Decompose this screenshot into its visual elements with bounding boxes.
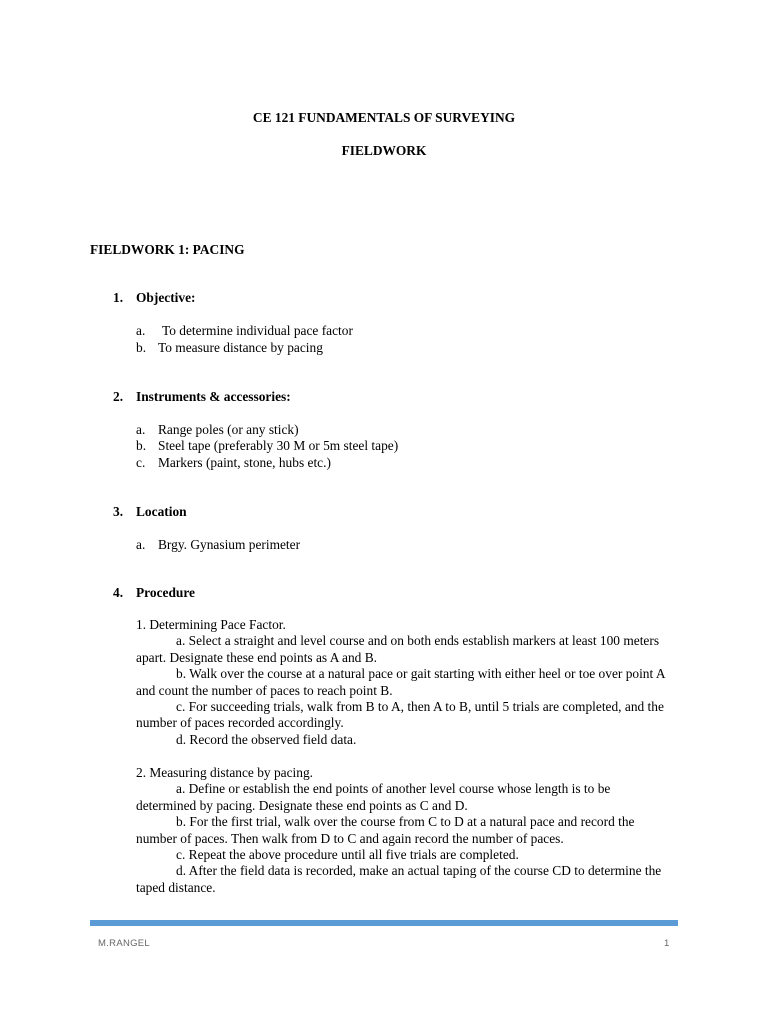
page-number: 1 (664, 938, 670, 949)
procedure-part-1 (136, 617, 666, 748)
footer-divider (90, 920, 678, 926)
procedure-subheading: 2. Measuring distance by pacing. (136, 765, 314, 780)
list-item: Markers (paint, stone, hubs etc.) (158, 455, 331, 470)
procedure-step: c. For succeeding trials, walk from B to A, then A to B, until 5 trials are completed, and the number of paces recorded accordingly. (136, 699, 664, 731)
list-marker: b. (136, 438, 147, 453)
list-item: To measure distance by pacing (158, 340, 323, 355)
section-number: 2. (113, 389, 124, 404)
list-marker: a. (136, 323, 146, 338)
list-marker: c. (136, 455, 146, 470)
section-heading-objective: Objective: (136, 290, 196, 305)
list-item: Brgy. Gynasium perimeter (158, 537, 301, 552)
section-number: 3. (113, 504, 124, 519)
course-title: CE 121 FUNDAMENTALS OF SURVEYING (252, 110, 516, 125)
list-marker: a. (136, 422, 146, 437)
section-number: 1. (113, 290, 124, 305)
procedure-subheading: 1. Determining Pace Factor. (136, 617, 286, 632)
list-marker: a. (136, 537, 146, 552)
section-heading-location: Location (136, 504, 187, 519)
footer-author: M.RANGEL (98, 938, 151, 949)
list-item: Steel tape (preferably 30 M or 5m steel tape) (158, 438, 399, 453)
procedure-step: a. Define or establish the end points of another level course whose length is to be determined by pacing. Designate these end points as C and D. (136, 781, 611, 813)
section-number: 4. (113, 585, 124, 600)
procedure-step: c. Repeat the above procedure until all five trials are completed. (176, 847, 519, 863)
list-item: Range poles (or any stick) (158, 422, 299, 437)
section-heading-procedure: Procedure (136, 585, 196, 600)
fieldwork-title: FIELDWORK 1: PACING (90, 242, 245, 257)
document-subtitle: FIELDWORK (341, 143, 427, 158)
section-heading-instruments: Instruments & accessories: (136, 389, 291, 404)
list-marker: b. (136, 340, 147, 355)
procedure-part-2 (136, 765, 666, 896)
list-item: To determine individual pace factor (162, 323, 353, 338)
procedure-step: d. Record the observed field data. (176, 731, 357, 747)
procedure-step: d. After the field data is recorded, make an actual taping of the course CD to determine the taped distance. (136, 863, 662, 895)
procedure-step: a. Select a straight and level course and on both ends establish markers at least 100 meters apart. Designate these end points as A and B. (136, 633, 660, 665)
procedure-step: b. Walk over the course at a natural pace or gait starting with either heel or toe over point A and count the number of paces to reach point B. (136, 666, 665, 698)
procedure-step: b. For the first trial, walk over the course from C to D at a natural pace and record the number of paces. Then walk from D to C and again record the number of paces. (136, 814, 635, 846)
